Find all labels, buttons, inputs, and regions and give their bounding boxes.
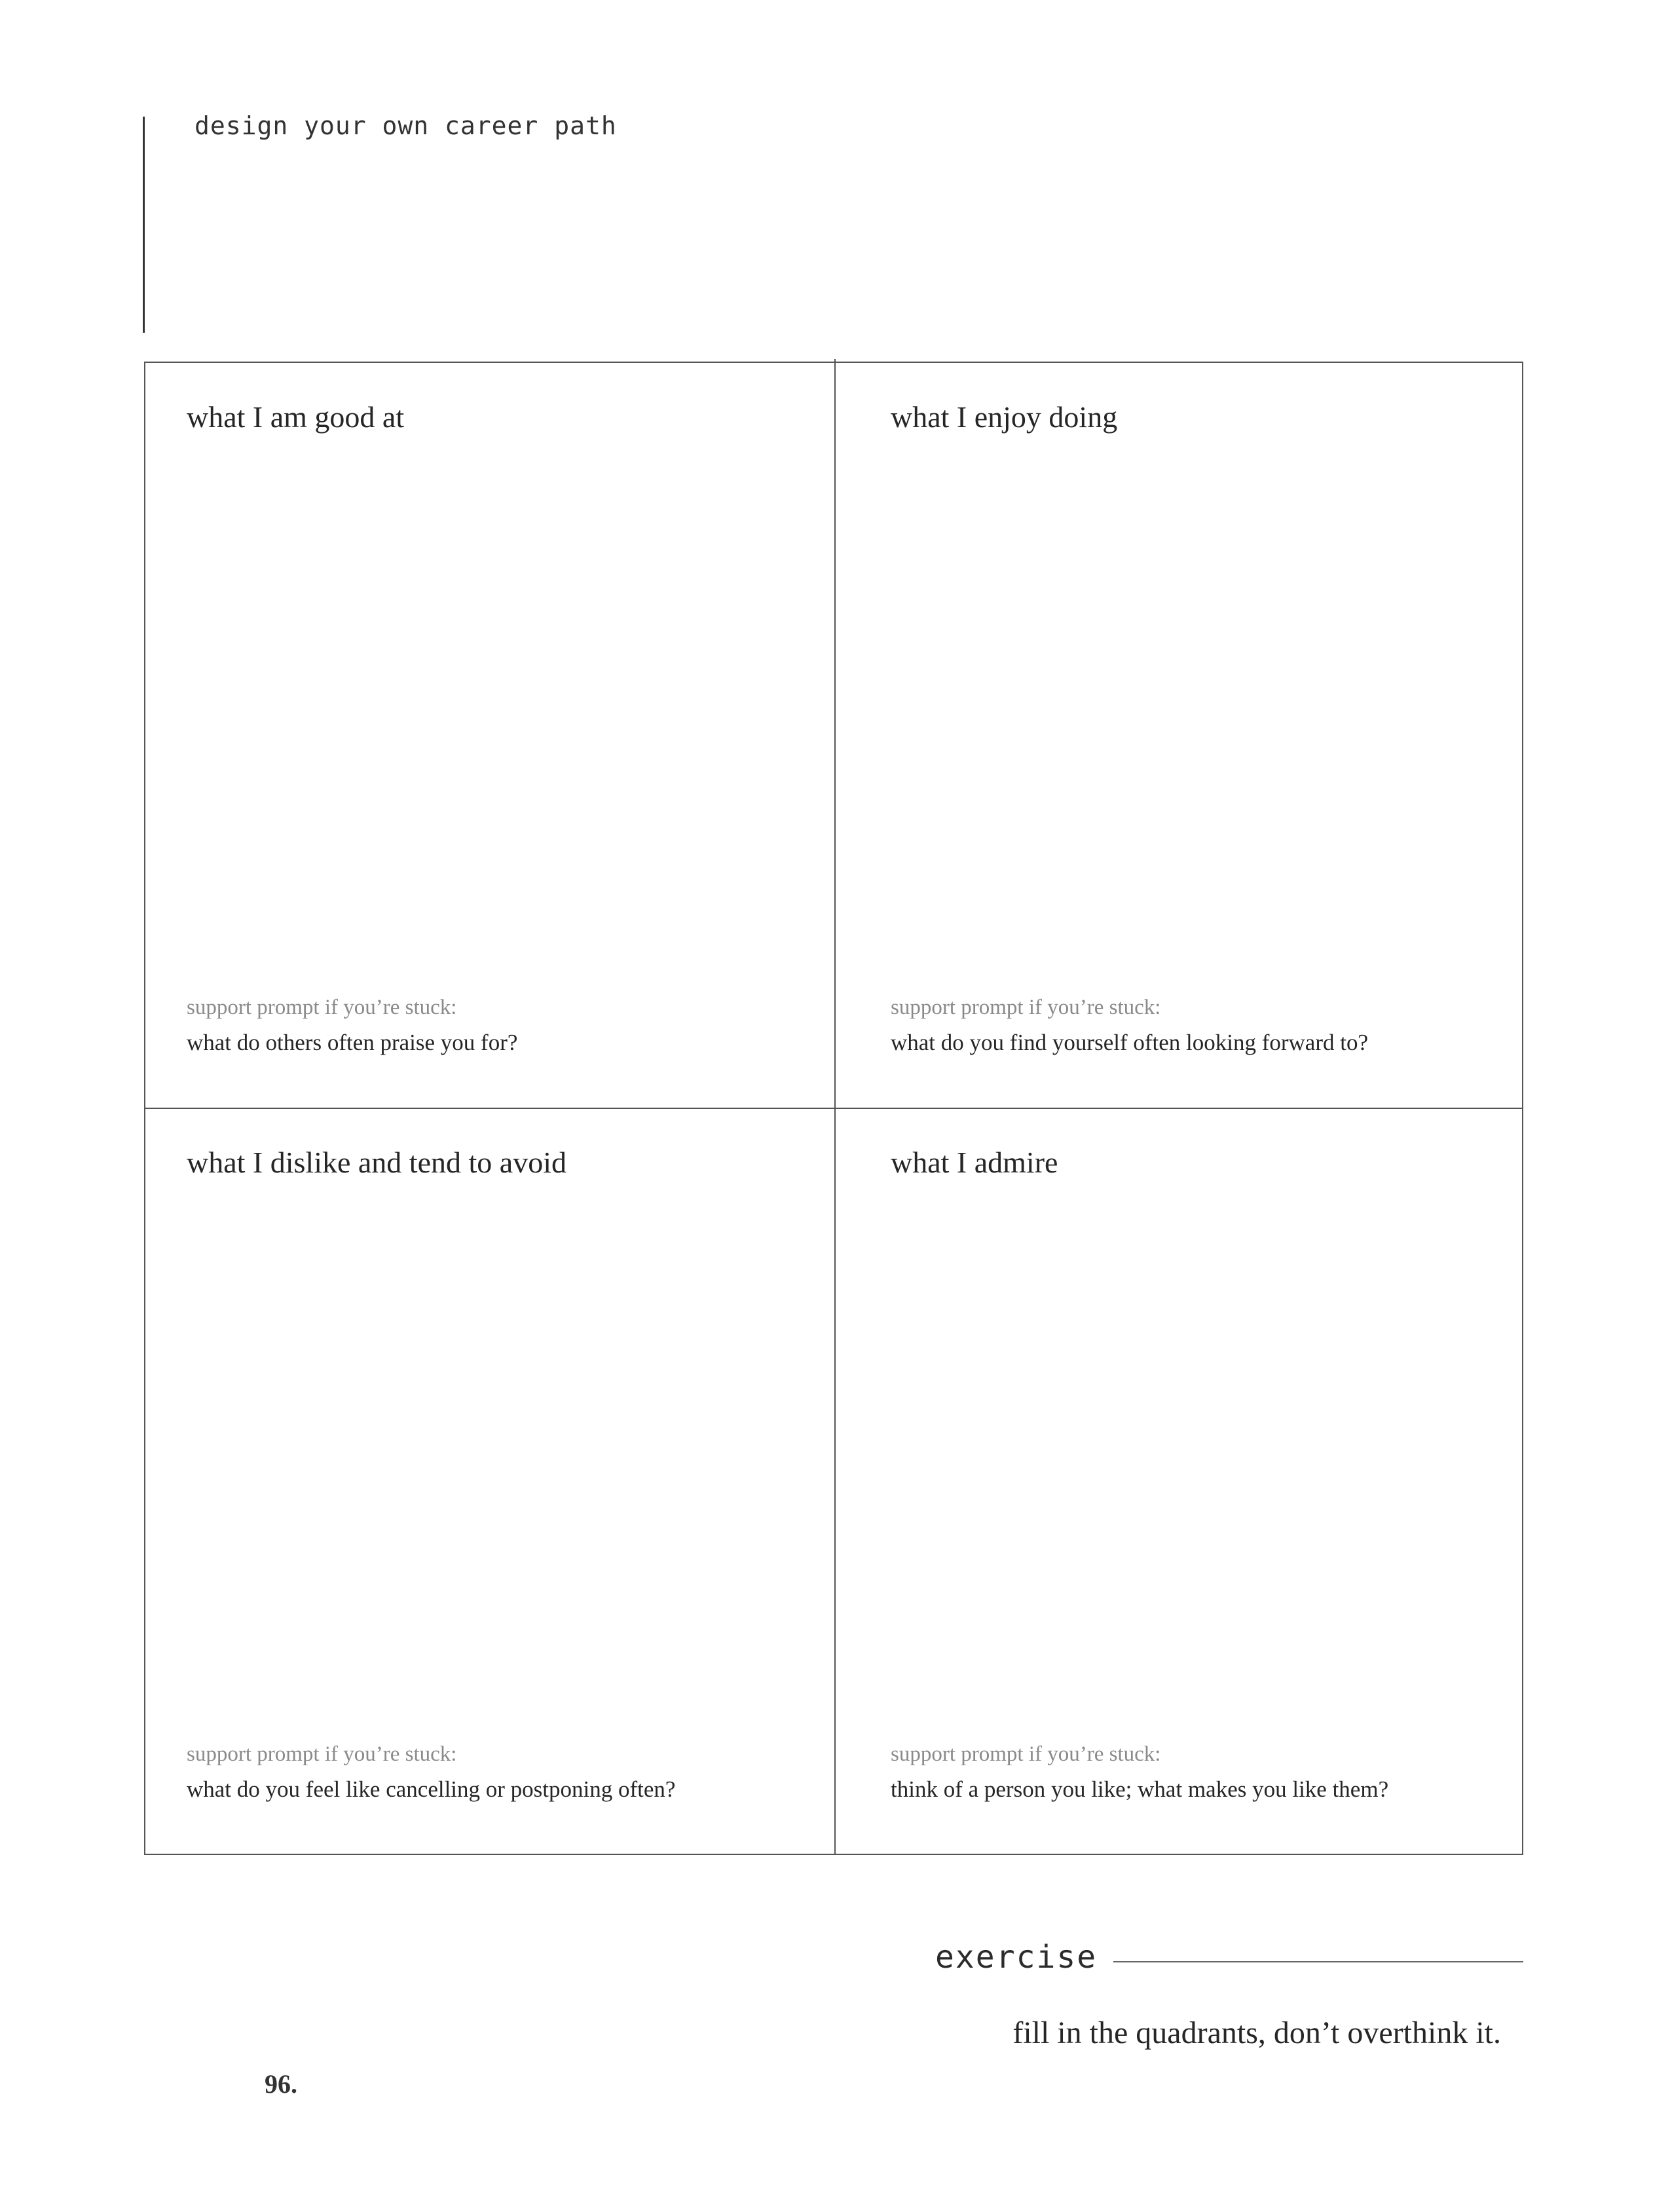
- page-number: 96.: [265, 2069, 297, 2099]
- support-prompt-label: support prompt if you’re stuck:: [187, 1742, 457, 1766]
- quadrant-title: what I enjoy doing: [891, 400, 1118, 434]
- exercise-instruction: fill in the quadrants, don’t overthink it.: [1012, 2015, 1501, 2050]
- quadrant-admire[interactable]: [835, 1108, 1525, 1854]
- quadrant-title: what I dislike and tend to avoid: [187, 1146, 566, 1179]
- support-prompt: think of a person you like; what makes you like them?: [891, 1776, 1389, 1802]
- quadrant-enjoy-doing[interactable]: [835, 363, 1525, 1108]
- support-prompt-label: support prompt if you’re stuck:: [891, 1742, 1161, 1766]
- header-side-rule: [143, 117, 145, 333]
- quadrant-title: what I am good at: [187, 400, 405, 434]
- quadrant-title: what I admire: [891, 1146, 1058, 1179]
- support-prompt-label: support prompt if you’re stuck:: [187, 996, 457, 1019]
- exercise-divider: [1113, 1961, 1523, 1962]
- quadrant-grid: [144, 362, 1523, 1855]
- running-header: design your own career path: [195, 111, 617, 140]
- support-prompt: what do others often praise you for?: [187, 1030, 518, 1055]
- quadrant-dislike-avoid[interactable]: [145, 1108, 835, 1854]
- support-prompt-label: support prompt if you’re stuck:: [891, 996, 1161, 1019]
- support-prompt: what do you feel like cancelling or postponing often?: [187, 1776, 676, 1802]
- support-prompt: what do you find yourself often looking forward to?: [891, 1030, 1369, 1055]
- exercise-label: exercise: [935, 1939, 1098, 1976]
- quadrant-good-at[interactable]: [145, 363, 835, 1108]
